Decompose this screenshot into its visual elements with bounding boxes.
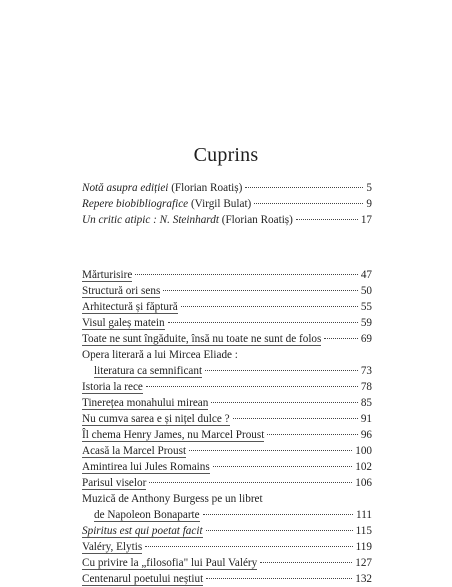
entry-title: Un critic atipic : N. Steinhardt bbox=[82, 214, 219, 226]
entry-underline bbox=[82, 313, 178, 314]
dot-leader bbox=[203, 514, 353, 515]
page-number: 102 bbox=[355, 461, 372, 473]
entry-title: Tinerețea monahului mirean bbox=[82, 397, 209, 409]
toc-entry bbox=[82, 196, 372, 212]
entry-underline bbox=[94, 521, 200, 522]
toc-entry bbox=[82, 443, 372, 459]
entry-title: Arhitectură și făptură bbox=[82, 301, 178, 313]
toc-entry bbox=[82, 523, 372, 539]
toc-entry bbox=[82, 299, 372, 315]
entry-title: Parisul viselor bbox=[82, 477, 147, 489]
page-number: 50 bbox=[360, 285, 372, 297]
entry-author: (Florian Roatiș) bbox=[218, 214, 293, 226]
entry-underline bbox=[82, 537, 203, 538]
dot-leader bbox=[233, 418, 358, 419]
entry-underline bbox=[82, 409, 208, 410]
toc-entry bbox=[82, 555, 372, 571]
toc-entry bbox=[82, 539, 372, 555]
dot-leader bbox=[211, 402, 357, 403]
dot-leader bbox=[168, 322, 358, 323]
entry-underline bbox=[82, 569, 257, 570]
page-number: 59 bbox=[360, 317, 372, 329]
page-number: 85 bbox=[360, 397, 372, 409]
dot-leader bbox=[135, 274, 357, 275]
entry-title: Toate ne sunt îngăduite, însă nu toate ne sunt de folos bbox=[82, 333, 322, 345]
toc-entry bbox=[82, 331, 372, 347]
entry-title: Îl chema Henry James, nu Marcel Proust bbox=[82, 429, 265, 441]
toc-entry bbox=[82, 395, 372, 411]
page-number: 73 bbox=[360, 365, 372, 377]
entry-underline bbox=[82, 393, 143, 394]
toc-entry bbox=[82, 491, 372, 523]
dot-leader bbox=[163, 290, 358, 291]
toc-front-matter bbox=[82, 180, 372, 228]
page-title: Cuprins bbox=[193, 144, 259, 166]
dot-leader bbox=[267, 434, 357, 435]
dot-leader bbox=[260, 562, 352, 563]
toc-entry bbox=[82, 347, 372, 379]
entry-underline bbox=[82, 553, 142, 554]
entry-title: literatura ca semnificant bbox=[94, 365, 203, 377]
page-number: 5 bbox=[366, 182, 372, 194]
toc-entry bbox=[82, 427, 372, 443]
toc-entry bbox=[82, 267, 372, 283]
dot-leader bbox=[324, 338, 357, 339]
dot-leader bbox=[213, 466, 353, 467]
toc-entry bbox=[82, 475, 372, 491]
entry-underline bbox=[94, 377, 202, 378]
dot-leader bbox=[254, 203, 363, 204]
dot-leader bbox=[296, 219, 358, 220]
toc-entry bbox=[82, 379, 372, 395]
entry-underline bbox=[82, 297, 160, 298]
entry-underline bbox=[82, 441, 264, 442]
dot-leader bbox=[245, 187, 363, 188]
entry-underline bbox=[82, 473, 210, 474]
page-number: 17 bbox=[360, 214, 372, 226]
entry-underline bbox=[82, 345, 321, 346]
entry-underline bbox=[82, 425, 230, 426]
entry-title: Istoria la rece bbox=[82, 381, 143, 393]
entry-underline bbox=[82, 489, 146, 490]
entry-author: (Florian Roatiș) bbox=[168, 182, 243, 194]
page-number: 47 bbox=[360, 269, 372, 281]
dot-leader bbox=[189, 450, 352, 451]
entry-title: Mărturisire bbox=[82, 269, 133, 281]
entry-underline bbox=[82, 281, 132, 282]
toc-entry bbox=[82, 411, 372, 427]
dot-leader bbox=[145, 546, 352, 547]
entry-title: Centenarul poetului neștiut bbox=[82, 573, 204, 585]
page-number: 69 bbox=[360, 333, 372, 345]
toc-entry bbox=[82, 571, 372, 587]
dot-leader bbox=[146, 386, 358, 387]
entry-title: Repere biobibliografice bbox=[82, 198, 189, 210]
entry-title-line: Opera literară a lui Mircea Eliade : bbox=[82, 349, 238, 361]
toc-entry bbox=[82, 283, 372, 299]
entry-author: (Virgil Bulat) bbox=[188, 198, 252, 210]
entry-title-line: Muzică de Anthony Burgess pe un libret bbox=[82, 493, 263, 505]
page-number: 106 bbox=[355, 477, 372, 489]
dot-leader bbox=[206, 578, 352, 579]
entry-underline bbox=[82, 329, 165, 330]
page-number: 100 bbox=[355, 445, 372, 457]
entry-title: Notă asupra ediției bbox=[82, 182, 169, 194]
dot-leader bbox=[206, 530, 353, 531]
page-number: 111 bbox=[356, 509, 372, 521]
dot-leader bbox=[205, 370, 358, 371]
entry-title-italic: Spiritus est qui poetat facit bbox=[82, 525, 203, 537]
toc-entry bbox=[82, 459, 372, 475]
toc-entry bbox=[82, 315, 372, 331]
entry-title: Acasă la Marcel Proust bbox=[82, 445, 187, 457]
entry-title: Cu privire la „filosofia" lui Paul Valéry bbox=[82, 557, 258, 569]
dot-leader bbox=[149, 482, 352, 483]
page-number: 9 bbox=[366, 198, 372, 210]
page-number: 132 bbox=[355, 573, 372, 585]
entry-title: Visul galeș matein bbox=[82, 317, 165, 329]
entry-title: de Napoleon Bonaparte bbox=[94, 509, 200, 521]
entry-title: Nu cumva sarea e și nițel dulce ? bbox=[82, 413, 230, 425]
page-number: 78 bbox=[360, 381, 372, 393]
entry-title: Amintirea lui Jules Romains bbox=[82, 461, 210, 473]
page-number: 96 bbox=[360, 429, 372, 441]
page-number: 127 bbox=[355, 557, 372, 569]
toc-entry bbox=[82, 180, 372, 196]
page-number: 55 bbox=[360, 301, 372, 313]
entry-underline bbox=[82, 457, 186, 458]
toc-main-entries bbox=[82, 267, 372, 587]
dot-leader bbox=[181, 306, 358, 307]
page-number: 119 bbox=[355, 541, 372, 553]
entry-underline bbox=[82, 585, 203, 586]
page-number: 115 bbox=[355, 525, 372, 537]
entry-title: Structură ori sens bbox=[82, 285, 161, 297]
toc-entry bbox=[82, 212, 372, 228]
entry-title: Valéry, Elytis bbox=[82, 541, 143, 553]
page-number: 91 bbox=[360, 413, 372, 425]
